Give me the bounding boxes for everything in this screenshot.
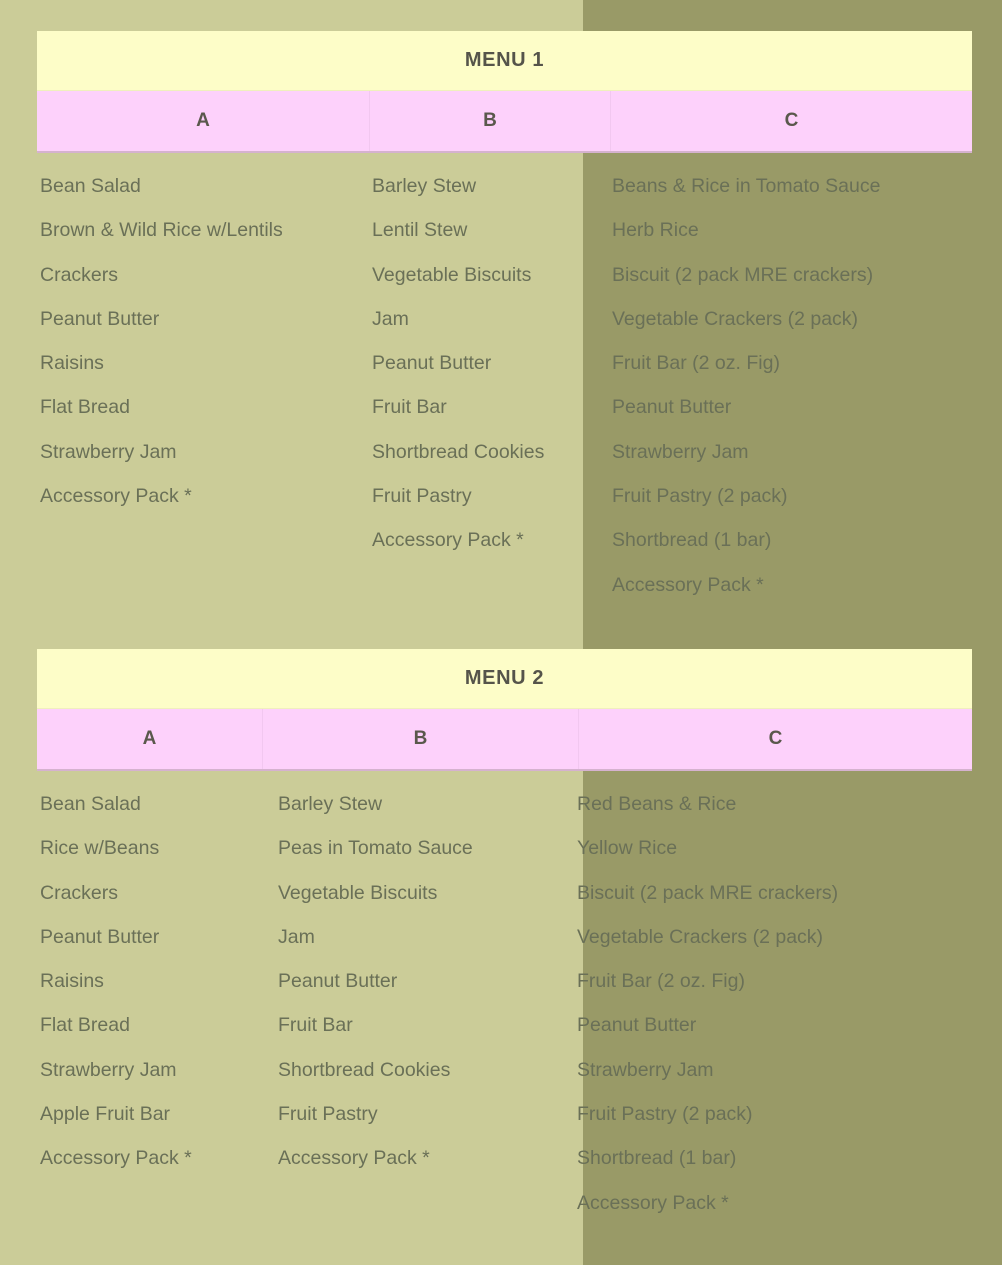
- menu-2-table: [37, 649, 972, 1214]
- menu-2-column-a-items: [40, 782, 262, 1181]
- menu-2-column-header-b: [262, 709, 578, 769]
- menu-item: Peanut Butter: [278, 970, 398, 993]
- menu-1-title-band: [37, 31, 972, 91]
- menu-item: Raisins: [40, 352, 104, 375]
- menu-item: Fruit Pastry (2 pack): [612, 485, 788, 508]
- menu-item: Accessory Pack *: [372, 529, 524, 552]
- menu-item: Rice w/Beans: [40, 837, 160, 860]
- menu-item: Fruit Bar: [372, 396, 447, 419]
- menu-item: Raisins: [40, 970, 104, 993]
- menu-1-table: [37, 31, 972, 596]
- menu-item: Crackers: [40, 263, 119, 286]
- menu-item: Fruit Pastry: [372, 485, 472, 508]
- menu-item: Peanut Butter: [40, 307, 160, 330]
- menu-item: Vegetable Crackers (2 pack): [612, 307, 859, 330]
- menu-1-column-headers: [37, 91, 972, 153]
- menu-item: Strawberry Jam: [612, 440, 749, 463]
- menu-1-column-a-items: [40, 164, 370, 518]
- menu-item: Accessory Pack *: [278, 1147, 430, 1170]
- menu-item: Bean Salad: [40, 793, 141, 815]
- menu-item: Strawberry Jam: [577, 1058, 714, 1081]
- menu-item: Apple Fruit Bar: [40, 1103, 171, 1126]
- column-b-label: B: [483, 110, 497, 131]
- menu-item: Barley Stew: [278, 793, 383, 815]
- menu-item: Shortbread (1 bar): [577, 1147, 737, 1170]
- column-a-label: A: [196, 110, 210, 131]
- column-c-label: C: [784, 110, 799, 131]
- menu-1-column-header-b: [369, 91, 610, 151]
- menu-item: Shortbread Cookies: [372, 440, 545, 463]
- column-c-label: C: [768, 728, 783, 749]
- menu-item: Flat Bread: [40, 396, 130, 419]
- menu-item: Shortbread Cookies: [278, 1058, 451, 1081]
- menu-item: Fruit Bar (2 oz. Fig): [577, 970, 745, 993]
- menu-item: Accessory Pack *: [40, 485, 192, 508]
- menu-2-title: MENU 2: [464, 667, 545, 689]
- menu-item: Beans & Rice in Tomato Sauce: [612, 175, 881, 197]
- menu-item: Peanut Butter: [612, 396, 732, 419]
- menu-item: Jam: [372, 307, 409, 330]
- menu-item: Fruit Pastry: [278, 1103, 378, 1126]
- menu-2-column-header-a: [37, 709, 262, 769]
- menu-item: Bean Salad: [40, 175, 141, 197]
- menu-item: Biscuit (2 pack MRE crackers): [577, 881, 839, 904]
- menu-item: Accessory Pack *: [577, 1191, 729, 1214]
- menu-item: Crackers: [40, 881, 119, 904]
- menu-1-column-b-items: [372, 164, 610, 563]
- menu-1-column-c-items: [612, 164, 972, 607]
- menu-item: Jam: [278, 925, 315, 948]
- menu-item: Flat Bread: [40, 1014, 130, 1037]
- menu-item: Yellow Rice: [577, 837, 678, 860]
- menu-1-title: MENU 1: [464, 49, 545, 71]
- menu-2-column-c-items: [577, 782, 969, 1225]
- menu-item: Red Beans & Rice: [577, 793, 737, 815]
- column-b-label: B: [413, 728, 428, 749]
- menu-item: Vegetable Biscuits: [372, 263, 532, 286]
- menu-2-column-header-c: [578, 709, 972, 769]
- menu-item: Accessory Pack *: [40, 1147, 192, 1170]
- menu-item: Herb Rice: [612, 219, 699, 242]
- menu-item: Vegetable Crackers (2 pack): [577, 925, 824, 948]
- menu-1-column-header-c: [610, 91, 972, 151]
- menu-item: Strawberry Jam: [40, 440, 177, 463]
- menu-1-column-header-a: [37, 91, 369, 151]
- menu-item: Brown & Wild Rice w/Lentils: [40, 219, 283, 242]
- menu-item: Shortbread (1 bar): [612, 529, 772, 552]
- menu-item: Peanut Butter: [577, 1014, 697, 1037]
- menu-item: Fruit Pastry (2 pack): [577, 1103, 753, 1126]
- menu-2-column-headers: [37, 709, 972, 771]
- menu-2-title-band: [37, 649, 972, 709]
- column-a-label: A: [142, 728, 157, 749]
- menu-item: Strawberry Jam: [40, 1058, 177, 1081]
- menu-item: Accessory Pack *: [612, 573, 764, 596]
- menu-item: Vegetable Biscuits: [278, 881, 438, 904]
- menu-item: Peas in Tomato Sauce: [278, 837, 473, 860]
- menu-item: Lentil Stew: [372, 219, 468, 242]
- menu-2-column-b-items: [278, 782, 574, 1181]
- menu-item: Fruit Bar: [278, 1014, 353, 1037]
- menu-item: Barley Stew: [372, 175, 477, 197]
- menu-item: Peanut Butter: [372, 352, 492, 375]
- menu-item: Biscuit (2 pack MRE crackers): [612, 263, 874, 286]
- menu-item: Fruit Bar (2 oz. Fig): [612, 352, 780, 375]
- menu-item: Peanut Butter: [40, 925, 160, 948]
